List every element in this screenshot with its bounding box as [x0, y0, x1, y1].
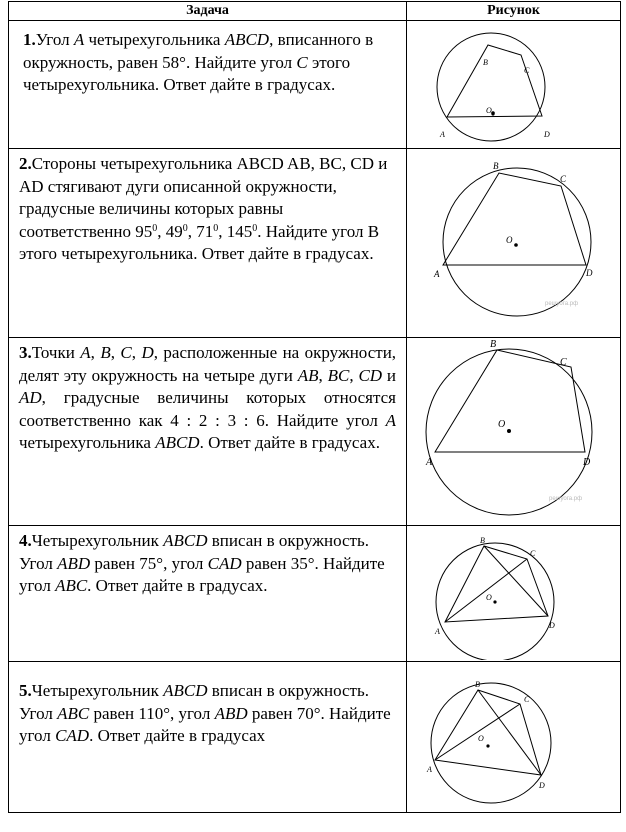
task-text-4: 4.Четырехугольник ABCD вписан в окружность. Угол ABD равен 75°, угол CAD равен 35°. Найдите угол ABC. Ответ дайте в градусах.: [19, 531, 385, 595]
task-number: 5.: [19, 681, 32, 700]
watermark: решуога.рф: [545, 301, 579, 307]
label-c: C: [530, 549, 536, 558]
label-b: B: [475, 680, 480, 689]
label-o: O: [478, 734, 484, 743]
task-row-1: [9, 21, 621, 149]
circumcircle: [437, 33, 545, 141]
task-text-5: 5.Четырехугольник ABCD вписан в окружность. Угол ABC равен 110°, угол ABD равен 70°. Найдите угол CAD. Ответ дайте в градусах: [19, 681, 391, 745]
task-row-2: [9, 149, 621, 338]
task-number: 1.: [23, 30, 36, 49]
circumcircle: [443, 168, 591, 316]
task-row-5: [9, 662, 621, 813]
task-text-3: 3.Точки A, B, C, D, расположенные на окружности, делят эту окружность на четыре дуги AB, BC, CD и AD, градусные величины которых относятся соответственно как 4 : 2 : 3 : 6. Найдите угол A четырехугольника ABCD. Ответ дайте в градусах.: [19, 343, 397, 452]
header-figure: Рисунок: [407, 2, 621, 21]
task-row-4: [9, 526, 621, 662]
figure-cell-4: [407, 526, 621, 662]
task-text-cell-3: [9, 338, 407, 526]
diagonal-ac: [435, 704, 520, 760]
quadrilateral-abcd: [443, 173, 586, 265]
label-o: O: [486, 106, 492, 115]
diagonal-ac: [445, 559, 527, 622]
figure-cell-1: [407, 21, 621, 149]
label-d: D: [583, 457, 591, 468]
task-text-cell-1: [9, 21, 407, 149]
label-d: D: [544, 130, 550, 139]
center-dot: [493, 600, 496, 603]
task-number: 2.: [19, 154, 32, 173]
quadrilateral-abcd: [447, 45, 542, 117]
label-c: C: [560, 357, 567, 368]
center-dot: [486, 744, 489, 747]
figure-5: [407, 662, 619, 811]
tasks-table: [8, 1, 621, 813]
label-b: B: [490, 339, 497, 350]
figure-cell-2: [407, 149, 621, 338]
label-c: C: [524, 695, 530, 704]
label-b: B: [493, 161, 499, 171]
table-header-row: [9, 2, 621, 21]
diagonal-bd: [478, 690, 541, 775]
figure-2: [407, 149, 619, 337]
label-o: O: [506, 235, 513, 245]
label-d: D: [549, 621, 555, 630]
label-c: C: [524, 66, 530, 75]
center-dot: [507, 429, 511, 433]
figure-3: [407, 338, 619, 524]
label-b: B: [483, 58, 488, 67]
figure-cell-3: [407, 338, 621, 526]
center-dot: [514, 243, 518, 247]
task-text-cell-2: [9, 149, 407, 338]
figure-1: [407, 21, 619, 147]
task-text-cell-5: [9, 662, 407, 813]
label-d: D: [586, 268, 593, 278]
label-a: A: [440, 130, 445, 139]
label-a: A: [435, 627, 440, 636]
header-task: Задача: [9, 2, 407, 21]
label-o: O: [498, 419, 506, 430]
task-row-3: [9, 338, 621, 526]
figure-4: [407, 526, 619, 660]
label-a: A: [434, 269, 440, 279]
watermark: решуога.рф: [549, 496, 583, 502]
figure-cell-5: [407, 662, 621, 813]
label-d: D: [539, 781, 545, 790]
label-a: A: [426, 457, 433, 468]
task-text-cell-4: [9, 526, 407, 662]
circumcircle: [431, 683, 551, 803]
task-number: 4.: [19, 531, 32, 550]
label-a: A: [427, 765, 432, 774]
task-number: 3.: [19, 343, 32, 362]
center-dot: [491, 112, 494, 115]
label-b: B: [480, 536, 485, 545]
label-o: O: [486, 593, 492, 602]
diagonal-bd: [484, 546, 548, 616]
task-text-2: 2.Стороны четырехугольника ABCD AB, BC, CD и AD стягивают дуги описанной окружности, градусные величины которых равны соответственно $95^0$, $49^0$, $71^0$, $145^0$. Найдите угол B этого четырехугольника. Ответ дайте в градусах.: [19, 154, 388, 263]
label-c: C: [560, 174, 567, 184]
task-text-1: 1.Угол A четырехугольника ABCD, вписанного в окружность, равен 58°. Найдите угол C этого четырехугольника. Ответ дайте в градусах.: [23, 30, 374, 94]
